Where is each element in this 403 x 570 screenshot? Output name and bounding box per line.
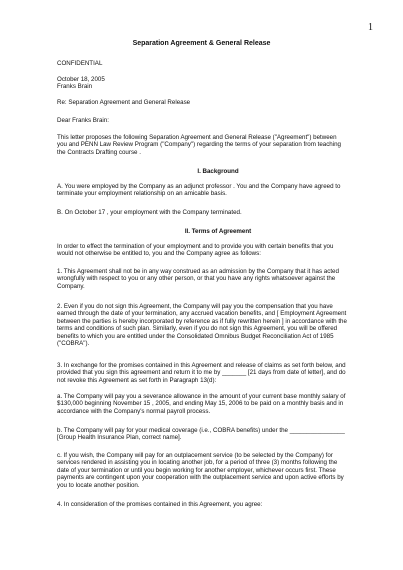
text-line: a. The Company will pay you a severance allowance in the amount of your current base monthly salary of (57, 393, 346, 400)
item-3c (57, 452, 379, 489)
text-line: b. The Company will pay for your medical coverage (i.e., COBRA benefits) under the ________________ (57, 427, 345, 434)
item-3 (57, 362, 379, 384)
text-line: provided that you sign this agreement and return it to me by _______ [21 days from date of letter], and do (57, 369, 346, 377)
text-line: terminate your employment relationship on an amicable basis. (57, 190, 227, 198)
text-line: would not otherwise be entitled to, you and the Company agree as follows: (57, 250, 261, 258)
text-line: wrongfully with respect to you or any other person, or that you have any rights whatsoever against the (57, 275, 336, 283)
item-4: 4. In consideration of the promises contained in this Agreement, you agree: (57, 501, 263, 508)
text-line: In order to effect the termination of your employment and to provide you with certain benefits that you (57, 243, 334, 250)
terms-intro (57, 243, 379, 258)
re-line: Re: Separation Agreement and General Release (57, 99, 191, 106)
text-line: services rendered in assisting you in locating another job, for a period of three (3) months following the (57, 459, 338, 467)
document-title: Separation Agreement & General Release (132, 40, 271, 47)
item-1 (57, 268, 379, 290)
item-3a (57, 393, 379, 415)
confidential-label: CONFIDENTIAL (57, 60, 103, 67)
text-line: you and PENN Law Review Program ("Company") regarding the terms of your separation from teaching (57, 141, 341, 149)
section-heading-terms: II. Terms of Agreement (184, 228, 252, 235)
text-line: [Group Health Insurance Plan, correct name]. (57, 434, 182, 442)
intro-paragraph (57, 134, 379, 156)
page-number: 1 (368, 22, 373, 33)
text-line: earned through the date of your termination, any accrued vacation benefits, and [ Employment Agreement (57, 310, 347, 318)
text-line: Company. (57, 282, 85, 290)
text-line: c. If you wish, the Company will pay for an outplacement service (to be selected by the Company) for (57, 452, 333, 459)
text-line: 1. This Agreement shall not be in any way construed as an admission by the Company that it has acted (57, 268, 339, 275)
text-line: 3. In exchange for the promises contained in this Agreement and release of claims as set forth below, and (57, 362, 346, 369)
text-line: not revoke this Agreement as set forth in Paragraph 13(d): (57, 376, 217, 384)
recipient-name: Franks Brain (57, 83, 93, 90)
text-line: A. You were employed by the Company as an adjunct professor . You and the Company have agreed to (57, 183, 341, 190)
text-line: 2. Even if you do not sign this Agreement, the Company will pay you the compensation that you have (57, 303, 333, 310)
text-line: benefits to which you are entitled under the Consolidated Omnibus Budget Reconciliation Act of 1985 (57, 332, 334, 340)
text-line: $130,000 beginning November 15 , 2005, and ending May 15, 2006 to be paid on a monthly basis and in (57, 400, 344, 408)
paragraph-a (57, 183, 379, 198)
paragraph-b: B. On October 17 , your employment with the Company terminated. (57, 209, 242, 216)
text-line: terms and conditions of such plan. Similarly, even if you do not sign this Agreement, you will be offered (57, 325, 338, 333)
item-2 (57, 303, 379, 347)
text-line: This letter proposes the following Separation Agreement and General Release ("Agreement") between (57, 134, 337, 141)
item-3b (57, 427, 379, 442)
salutation: Dear Franks Brain: (57, 117, 109, 124)
text-line: the Contracts Drafting course . (57, 148, 141, 156)
letter-date: October 18, 2005 (57, 76, 105, 83)
text-line: date of your termination or until you begin working for another employer, whichever occurs first. These (57, 466, 336, 474)
section-heading-background: I. Background (197, 168, 239, 175)
text-line: payments are contingent upon your cooperation with the outplacement service and upon active efforts by (57, 474, 344, 482)
text-line: between the parties is hereby incorporated by reference as if fully rewritten herein ] in accordance with the (57, 317, 347, 325)
text-line: ("COBRA"). (57, 340, 90, 348)
text-line: accordance with the Company's normal payroll process. (57, 407, 211, 415)
text-line: you to locate another position. (57, 481, 140, 489)
